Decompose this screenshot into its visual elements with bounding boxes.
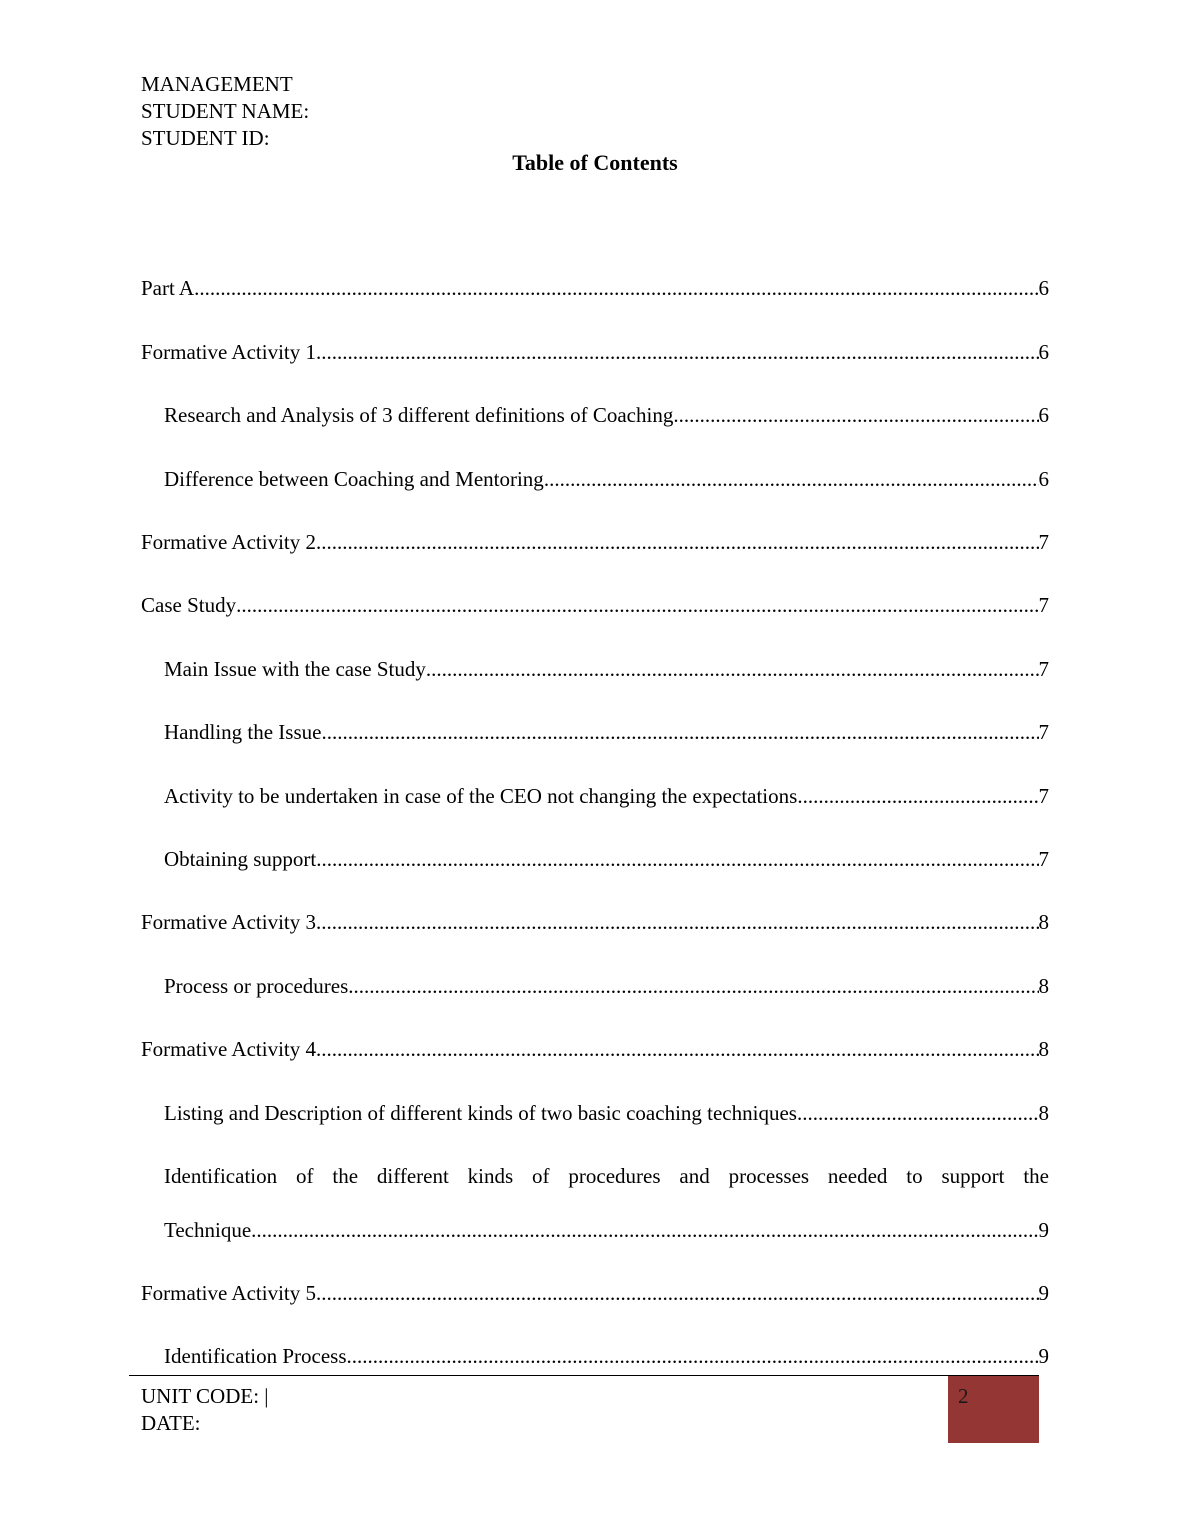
toc-entry-label: Handling the Issue: [164, 720, 322, 744]
toc-entry[interactable]: [141, 908, 1049, 936]
toc-entry[interactable]: [141, 528, 1049, 556]
toc-entry-page: 7: [1038, 784, 1049, 808]
footer-divider: [129, 1375, 1039, 1376]
toc-entry[interactable]: [164, 782, 1049, 810]
toc-entry-page: 6: [1038, 403, 1049, 427]
unit-code-label: UNIT CODE: |: [141, 1384, 269, 1408]
date-label: DATE:: [141, 1411, 201, 1435]
toc-leader: [797, 782, 1038, 810]
page-number-box: [948, 1376, 1039, 1443]
toc-entry[interactable]: [164, 465, 1049, 493]
toc-leader: [348, 972, 1038, 1000]
toc-entry[interactable]: [164, 1342, 1049, 1370]
toc-entry-label: Technique: [164, 1218, 252, 1242]
course-title: MANAGEMENT: [141, 72, 293, 96]
toc-entry-page: 9: [1038, 1344, 1049, 1368]
toc-entry-page: 6: [1038, 276, 1049, 300]
toc-entry[interactable]: [164, 401, 1049, 429]
toc-title: Table of Contents: [512, 150, 678, 175]
toc-entry-page: 7: [1038, 720, 1049, 744]
toc-entry-page: 9: [1038, 1218, 1049, 1242]
toc-entry-label: Identification Process: [164, 1344, 347, 1368]
toc-entry-label: Obtaining support: [164, 847, 317, 871]
toc-entry[interactable]: [164, 718, 1049, 746]
toc-entry[interactable]: [164, 1099, 1049, 1127]
toc-leader: [316, 338, 1039, 366]
toc-entry[interactable]: [164, 972, 1049, 1000]
toc-entry-label: Main Issue with the case Study: [164, 657, 426, 681]
toc-entry-page: 8: [1038, 1037, 1049, 1061]
student-name-label: STUDENT NAME:: [141, 99, 310, 123]
toc-entry-page: 7: [1038, 593, 1049, 617]
toc-leader: [426, 655, 1039, 683]
toc-entry-page: 8: [1038, 910, 1049, 934]
toc-entry-label-line1: Identification of the different kinds of procedures and processes needed to support the: [164, 1164, 1049, 1188]
toc-entry-page: 7: [1038, 657, 1049, 681]
toc-entry-label: Formative Activity 1: [141, 340, 316, 364]
toc-entry-label: Part A: [141, 276, 195, 300]
toc-entry-wrapped-line[interactable]: [164, 1162, 1049, 1190]
toc-entry-page: 9: [1038, 1281, 1049, 1305]
toc-leader: [347, 1342, 1039, 1370]
toc-entry-label: Formative Activity 4: [141, 1037, 316, 1061]
toc-entry-label: Research and Analysis of 3 different definitions of Coaching: [164, 403, 674, 427]
toc-leader: [236, 591, 1038, 619]
toc-entry-page: 6: [1038, 467, 1049, 491]
toc-leader: [251, 1216, 1038, 1244]
student-id-label: STUDENT ID:: [141, 126, 270, 150]
page-number: 2: [958, 1384, 969, 1408]
toc-entry-label: Listing and Description of different kinds of two basic coaching techniques: [164, 1101, 797, 1125]
toc-entry-label: Activity to be undertaken in case of the CEO not changing the expectations: [164, 784, 798, 808]
toc-leader: [316, 528, 1039, 556]
toc-entry-label: Case Study: [141, 593, 237, 617]
toc-leader: [316, 845, 1038, 873]
toc-leader: [316, 1035, 1039, 1063]
toc-entry-page: 8: [1038, 1101, 1049, 1125]
toc-entry-page: 7: [1038, 847, 1049, 871]
toc-leader: [316, 908, 1039, 936]
toc-leader: [797, 1099, 1039, 1127]
toc-entry[interactable]: [164, 655, 1049, 683]
toc-entry-label: Formative Activity 3: [141, 910, 316, 934]
toc-entry-page: 8: [1038, 974, 1049, 998]
toc-entry-page: 7: [1038, 530, 1049, 554]
toc-leader: [194, 274, 1038, 302]
toc-entry[interactable]: [141, 1279, 1049, 1307]
toc-entry-label: Formative Activity 2: [141, 530, 316, 554]
toc-entry[interactable]: [164, 1216, 1049, 1244]
toc-entry-label: Formative Activity 5: [141, 1281, 316, 1305]
toc-entry[interactable]: [141, 591, 1049, 619]
toc-entry-label: Process or procedures: [164, 974, 349, 998]
toc-entry[interactable]: [164, 845, 1049, 873]
toc-entry[interactable]: [141, 274, 1049, 302]
toc-leader: [321, 718, 1038, 746]
toc-entry[interactable]: [141, 338, 1049, 366]
toc-leader: [544, 465, 1039, 493]
toc-leader: [316, 1279, 1039, 1307]
document-header: [141, 71, 309, 152]
toc-leader: [673, 401, 1038, 429]
toc-entry-label: Difference between Coaching and Mentoring: [164, 467, 544, 491]
document-footer: [141, 1383, 268, 1437]
toc-entry-page: 6: [1038, 340, 1049, 364]
toc-entry[interactable]: [141, 1035, 1049, 1063]
